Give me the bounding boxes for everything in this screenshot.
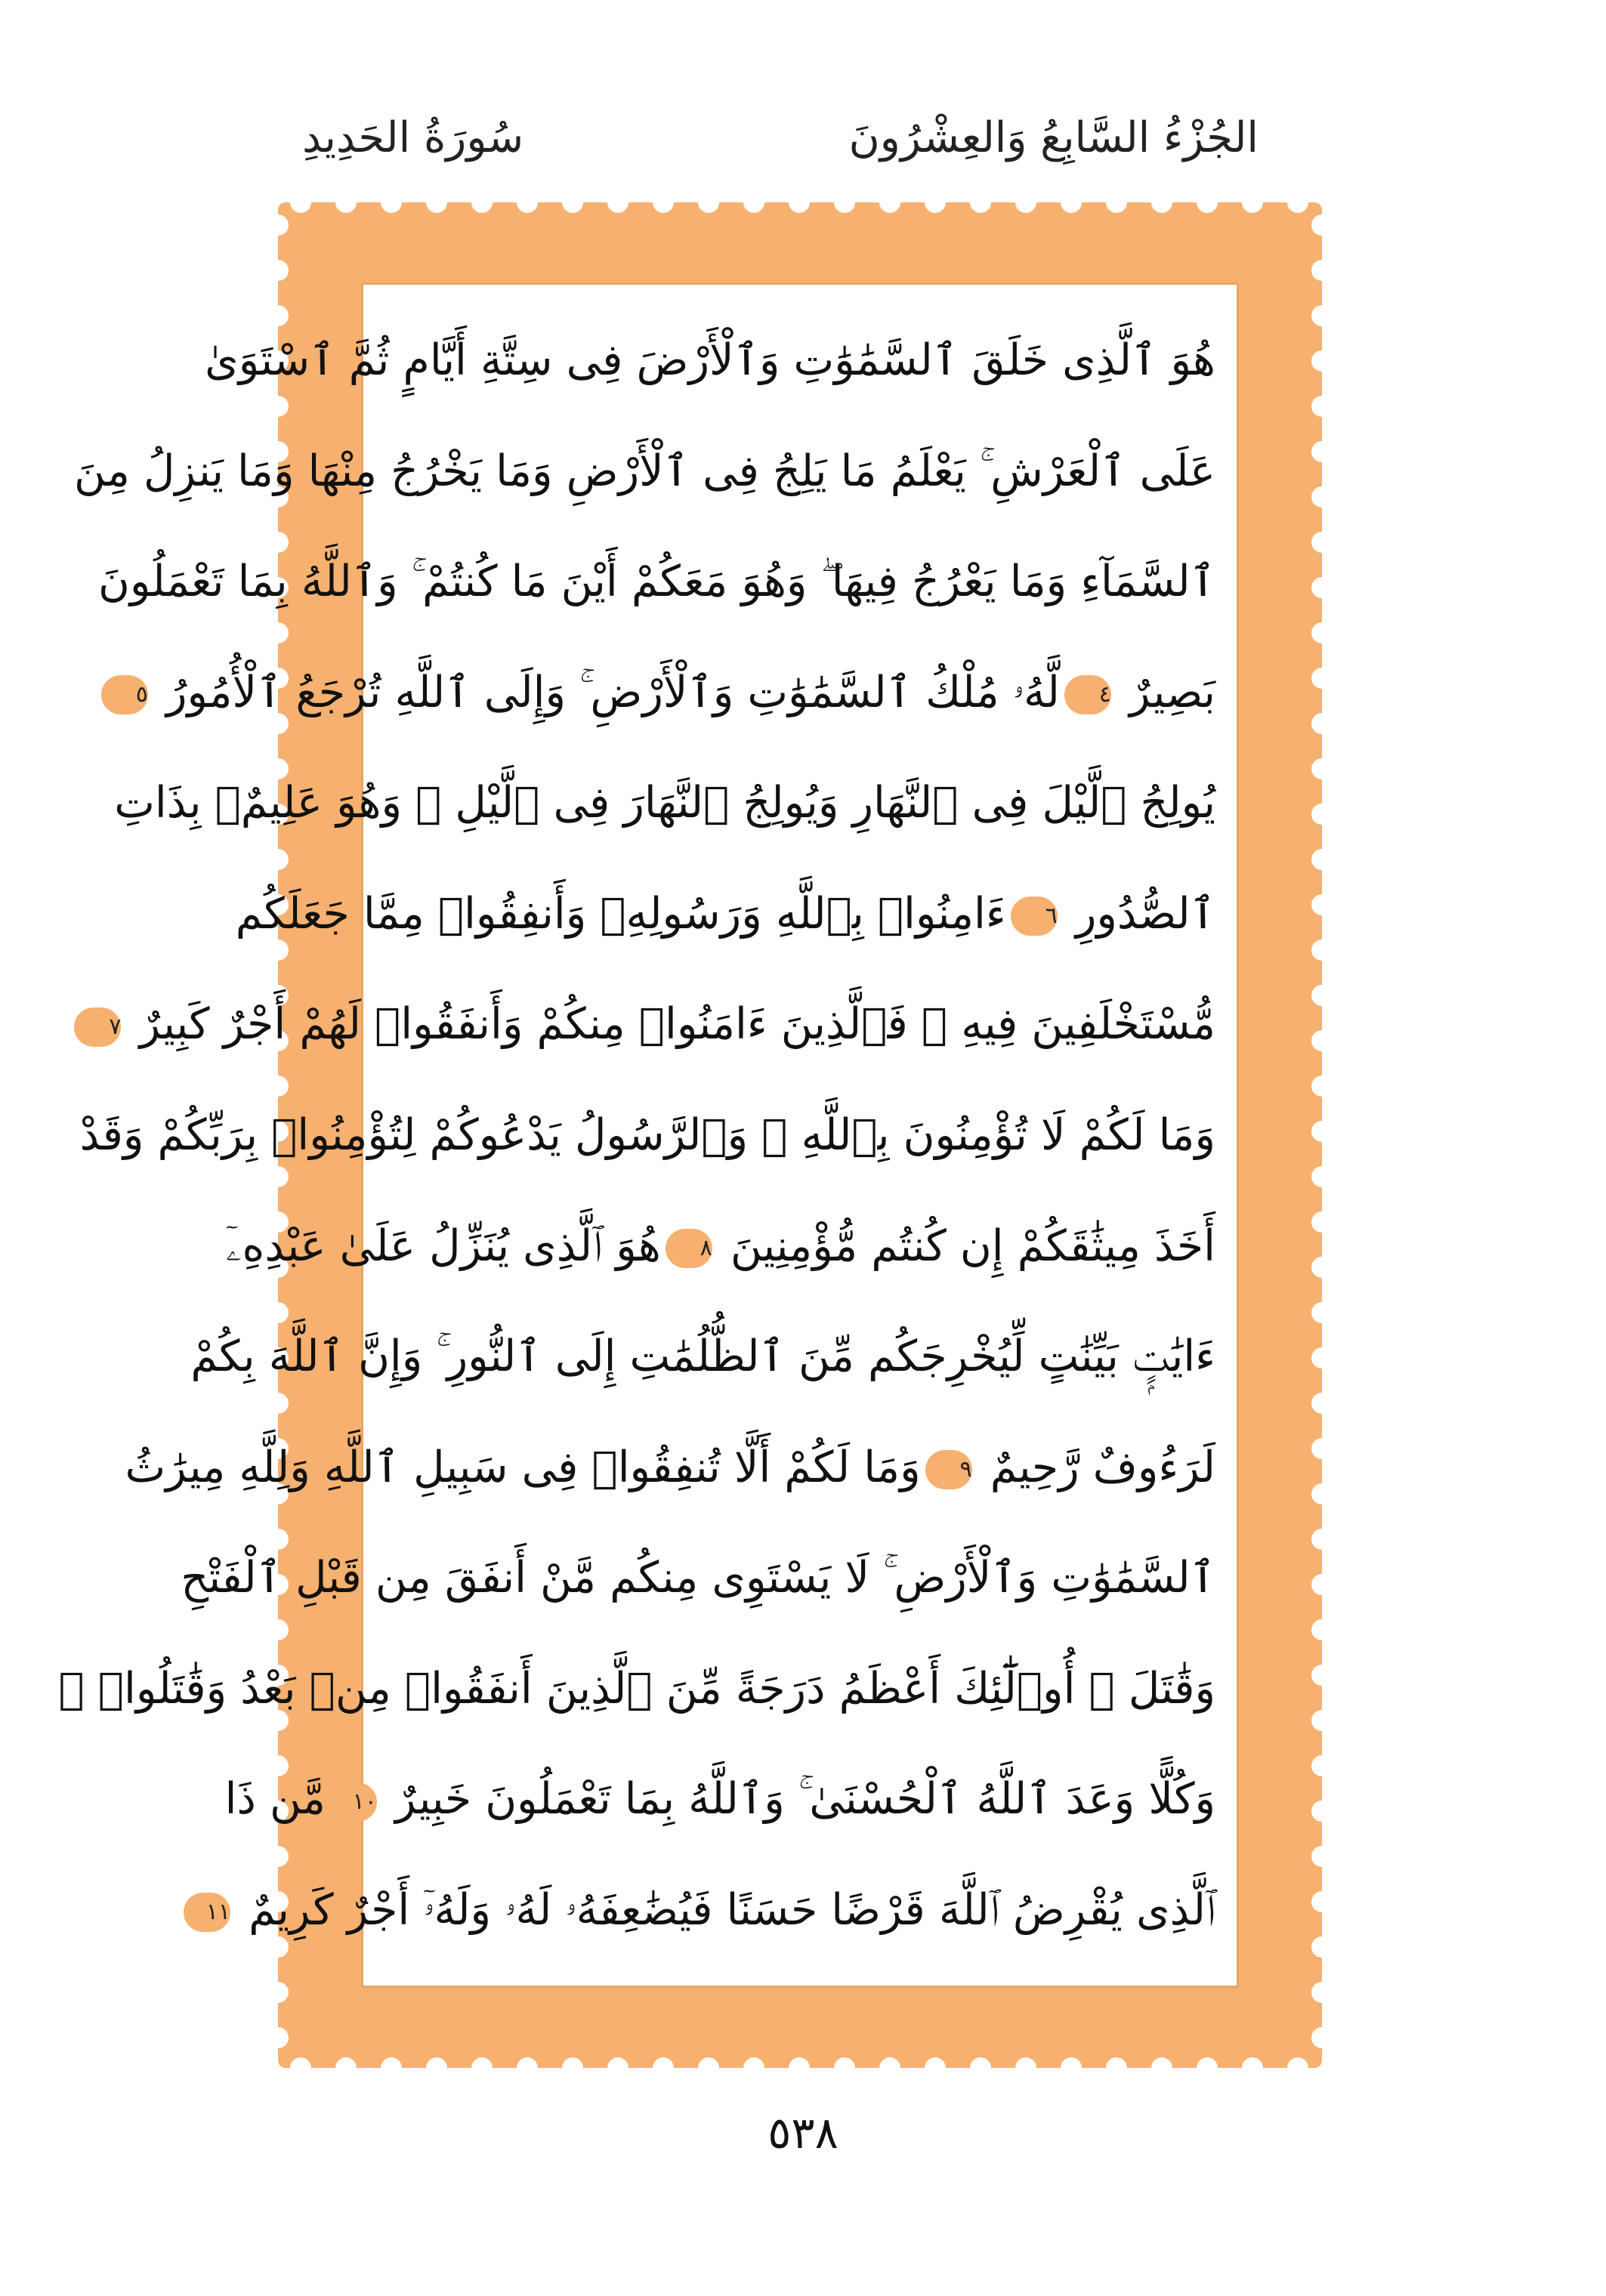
verse-text: وَكُلًّا وَعَدَ ٱللَّهُ ٱلْحُسْنَىٰ ۚ وَٱللَّهُ بِمَا تَعْمَلُونَ خَبِيرٌ xyxy=(381,1774,1215,1825)
frame-scallop xyxy=(1242,2057,1263,2078)
verse-line xyxy=(205,315,1215,406)
frame-scallop xyxy=(426,192,447,213)
frame-scallop xyxy=(335,2057,357,2078)
verse-text: ٱلسَّمَٰوَٰتِ وَٱلْأَرْضِ ۚ لَا يَسْتَوِى مِنكُم مَّنْ أَنفَقَ مِن قَبْلِ ٱلْفَتْحِ xyxy=(181,1553,1215,1603)
verse-text: أَخَذَ مِيثَٰقَكُمْ إِن كُنتُم مُّؤْمِنِينَ xyxy=(716,1221,1215,1271)
verse-line xyxy=(98,536,1215,627)
frame-scallop xyxy=(1311,1121,1333,1142)
frame-scallop xyxy=(335,192,357,213)
frame-scallop xyxy=(1311,486,1333,508)
frame-scallop xyxy=(1287,2057,1308,2078)
frame-scallop xyxy=(517,192,538,213)
frame-scallop xyxy=(426,2057,447,2078)
frame-scallop xyxy=(267,1846,289,1867)
frame-scallop xyxy=(925,2057,946,2078)
frame-scallop xyxy=(1311,804,1333,825)
frame-scallop xyxy=(290,2057,311,2078)
frame-scallop xyxy=(1311,668,1333,689)
frame-scallop xyxy=(698,2057,719,2078)
frame-scallop xyxy=(879,2057,900,2078)
juz-title: الجُزْءُ السَّابِعُ وَالعِشْرُونَ xyxy=(848,113,1259,162)
frame-scallop xyxy=(1311,1166,1333,1187)
frame-scallop xyxy=(1311,2027,1333,2048)
frame-scallop xyxy=(789,192,810,213)
verse-text: ءَايَٰتٍۭ بَيِّنَٰتٍ لِّيُخْرِجَكُم مِّنَ ٱلظُّلُمَٰتِ إِلَى ٱلنُّورِ ۚ وَإِنَّ ٱللَّهَ بِكُمْ xyxy=(190,1332,1215,1382)
frame-scallop xyxy=(1311,985,1333,1006)
frame-scallop xyxy=(1311,849,1333,870)
frame-scallop xyxy=(607,2057,629,2078)
frame-scallop xyxy=(1311,214,1333,236)
frame-scallop xyxy=(1242,192,1263,213)
ayah-number-marker: ١٠ xyxy=(330,1782,377,1822)
verse-text: ٱلَّذِى يُقْرِضُ ٱللَّهَ قَرْضًا حَسَنًا فَيُضَٰعِفَهُۥ لَهُۥ وَلَهُۥٓ أَجْرٌ كَرِيمٌ xyxy=(235,1884,1215,1935)
verse-line xyxy=(109,979,1215,1069)
frame-scallop xyxy=(698,192,719,213)
frame-scallop xyxy=(562,192,583,213)
verse-line xyxy=(181,1532,1215,1623)
frame-scallop xyxy=(517,2057,538,2078)
frame-scallop xyxy=(1197,2057,1218,2078)
verse-line xyxy=(114,758,1215,848)
frame-scallop xyxy=(1311,1619,1333,1640)
verse-text: وَمَا لَكُمْ أَلَّا تُنفِقُوا۟ فِى سَبِيلِ ٱللَّهِ وَلِلَّهِ مِيرَٰثُ xyxy=(125,1442,921,1492)
verse-text: وَمَا لَكُمْ لَا تُؤْمِنُونَ بِٱللَّهِ ۙ وَٱلرَّسُولُ يَدْعُوكُمْ لِتُؤْمِنُوا۟ بِرَبِّكُمْ وَقَدْ xyxy=(79,1109,1215,1160)
frame-scallop xyxy=(1151,192,1172,213)
frame-scallop xyxy=(607,192,629,213)
frame-scallop xyxy=(1311,1211,1333,1233)
page-number: ٥٣٨ xyxy=(767,2107,839,2159)
frame-scallop xyxy=(381,192,402,213)
frame-scallop xyxy=(1311,1801,1333,1822)
ayah-number-marker: ١١ xyxy=(184,1893,230,1932)
ayah-number-marker: ٥ xyxy=(101,675,148,714)
frame-scallop xyxy=(1287,192,1308,213)
frame-scallop xyxy=(1311,1755,1333,1776)
frame-scallop xyxy=(1311,940,1333,961)
verse-text: هُوَ ٱلَّذِى خَلَقَ ٱلسَّمَٰوَٰتِ وَٱلْأَرْضَ فِى سِتَّةِ أَيَّامٍ ثُمَّ ٱسْتَوَىٰ xyxy=(205,335,1215,385)
verse-line xyxy=(135,647,1215,738)
frame-scallop xyxy=(1311,1710,1333,1731)
frame-scallop xyxy=(1311,1891,1333,1912)
verse-text: وَقَٰتَلَ ۚ أُو۟لَٰٓئِكَ أَعْظَمُ دَرَجَةً مِّنَ ٱلَّذِينَ أَنفَقُوا۟ مِنۢ بَعْدُ وَقَٰتَلُوا۟ ۚ xyxy=(58,1663,1215,1714)
frame-scallop xyxy=(1311,1936,1333,1958)
frame-scallop xyxy=(1311,532,1333,553)
frame-scallop xyxy=(1311,1030,1333,1051)
frame-scallop xyxy=(1311,350,1333,372)
ayah-number-marker: ٦ xyxy=(1011,896,1058,936)
verse-text: لَّهُۥ مُلْكُ ٱلسَّمَٰوَٰتِ وَٱلْأَرْضِ ۚ وَإِلَى ٱللَّهِ تُرْجَعُ ٱلْأُمُورُ xyxy=(152,667,1060,718)
frame-scallop xyxy=(1311,260,1333,281)
frame-scallop xyxy=(1311,577,1333,598)
verse-line xyxy=(224,1754,1215,1844)
frame-scallop xyxy=(1311,1846,1333,1867)
frame-scallop xyxy=(1311,622,1333,643)
frame-scallop xyxy=(1015,2057,1036,2078)
frame-scallop xyxy=(267,1982,289,2003)
frame-scallop xyxy=(471,2057,493,2078)
frame-scallop xyxy=(1311,713,1333,734)
ayah-number-marker: ٩ xyxy=(925,1450,972,1489)
verse-text: مُّسْتَخْلَفِينَ فِيهِ ۖ فَٱلَّذِينَ ءَامَنُوا۟ مِنكُمْ وَأَنفَقُوا۟ لَهُمْ أَجْرٌ كَبِيرٌ xyxy=(125,999,1215,1050)
frame-scallop xyxy=(290,192,311,213)
frame-scallop xyxy=(743,192,764,213)
verse-lines xyxy=(58,315,1215,1955)
frame-scallop xyxy=(1311,1982,1333,2003)
frame-scallop xyxy=(1311,1075,1333,1097)
verse-line xyxy=(125,1422,1215,1513)
verse-line xyxy=(190,1311,1215,1402)
frame-scallop xyxy=(1311,1665,1333,1686)
verse-text: ٱلصُّدُورِ xyxy=(1061,888,1215,939)
verse-text: بَصِيرٌ xyxy=(1115,667,1215,718)
frame-scallop xyxy=(879,192,900,213)
frame-scallop xyxy=(1311,894,1333,915)
frame-scallop xyxy=(653,2057,674,2078)
frame-scallop xyxy=(1311,441,1333,462)
frame-scallop xyxy=(381,2057,402,2078)
frame-scallop xyxy=(1151,2057,1172,2078)
frame-scallop xyxy=(925,192,946,213)
frame-scallop xyxy=(834,192,855,213)
frame-scallop xyxy=(970,192,991,213)
verse-text: ءَامِنُوا۟ بِٱللَّهِ وَرَسُولِهِۦ وَأَنفِقُوا۟ مِمَّا جَعَلَكُم xyxy=(235,888,1006,939)
frame-scallop xyxy=(267,260,289,281)
frame-scallop xyxy=(267,214,289,236)
frame-scallop xyxy=(1311,1257,1333,1278)
frame-scallop xyxy=(1311,758,1333,779)
verse-text: هُوَ ٱلَّذِى يُنَزِّلُ عَلَىٰ عَبْدِهِۦٓ xyxy=(225,1221,661,1271)
ayah-number-marker: ٧ xyxy=(74,1008,121,1047)
verse-line xyxy=(205,1865,1215,1955)
verse-text: مَّن ذَا xyxy=(224,1774,326,1825)
frame-scallop xyxy=(789,2057,810,2078)
frame-scallop xyxy=(1311,1302,1333,1323)
frame-scallop xyxy=(970,2057,991,2078)
frame-scallop xyxy=(1197,192,1218,213)
frame-scallop xyxy=(1311,1529,1333,1550)
frame-scallop xyxy=(1106,2057,1127,2078)
frame-scallop xyxy=(1311,396,1333,417)
verse-line xyxy=(235,869,1215,959)
frame-scallop xyxy=(834,2057,855,2078)
ayah-number-marker: ٨ xyxy=(666,1229,712,1268)
verse-text: عَلَى ٱلْعَرْشِ ۚ يَعْلَمُ مَا يَلِجُ فِى ٱلْأَرْضِ وَمَا يَخْرُجُ مِنْهَا وَمَا يَنزِلُ مِنَ xyxy=(73,446,1215,496)
frame-scallop xyxy=(267,2027,289,2048)
frame-scallop xyxy=(1061,2057,1082,2078)
verse-line xyxy=(58,1643,1215,1734)
frame-scallop xyxy=(471,192,493,213)
frame-scallop xyxy=(1311,1483,1333,1504)
frame-scallop xyxy=(1106,192,1127,213)
ayah-number-marker: ٤ xyxy=(1064,675,1111,714)
frame-scallop xyxy=(743,2057,764,2078)
verse-line xyxy=(79,1090,1215,1180)
frame-scallop xyxy=(653,192,674,213)
frame-scallop xyxy=(562,2057,583,2078)
verse-line xyxy=(73,426,1215,517)
verse-text: ٱلسَّمَآءِ وَمَا يَعْرُجُ فِيهَا ۖ وَهُوَ مَعَكُمْ أَيْنَ مَا كُنتُمْ ۚ وَٱللَّهُ بِمَا تَعْمَلُونَ xyxy=(98,557,1215,607)
frame-scallop xyxy=(1311,1438,1333,1459)
verse-text: يُولِجُ ٱلَّيْلَ فِى ٱلنَّهَارِ وَيُولِجُ ٱلنَّهَارَ فِى ٱلَّيْلِ ۚ وَهُوَ عَلِيمٌۢ بِذَاتِ xyxy=(114,778,1215,829)
surah-title: سُورَةُ الحَدِيدِ xyxy=(302,113,524,162)
frame-scallop xyxy=(1311,1347,1333,1369)
verse-text: لَرَءُوفٌ رَّحِيمٌ xyxy=(976,1442,1215,1492)
verse-line xyxy=(225,1201,1215,1292)
frame-scallop xyxy=(1311,305,1333,326)
text-panel xyxy=(58,282,1239,1988)
frame-scallop xyxy=(267,849,289,870)
frame-scallop xyxy=(1061,192,1082,213)
frame-scallop xyxy=(1311,1393,1333,1414)
frame-scallop xyxy=(1015,192,1036,213)
frame-scallop xyxy=(1311,1574,1333,1595)
